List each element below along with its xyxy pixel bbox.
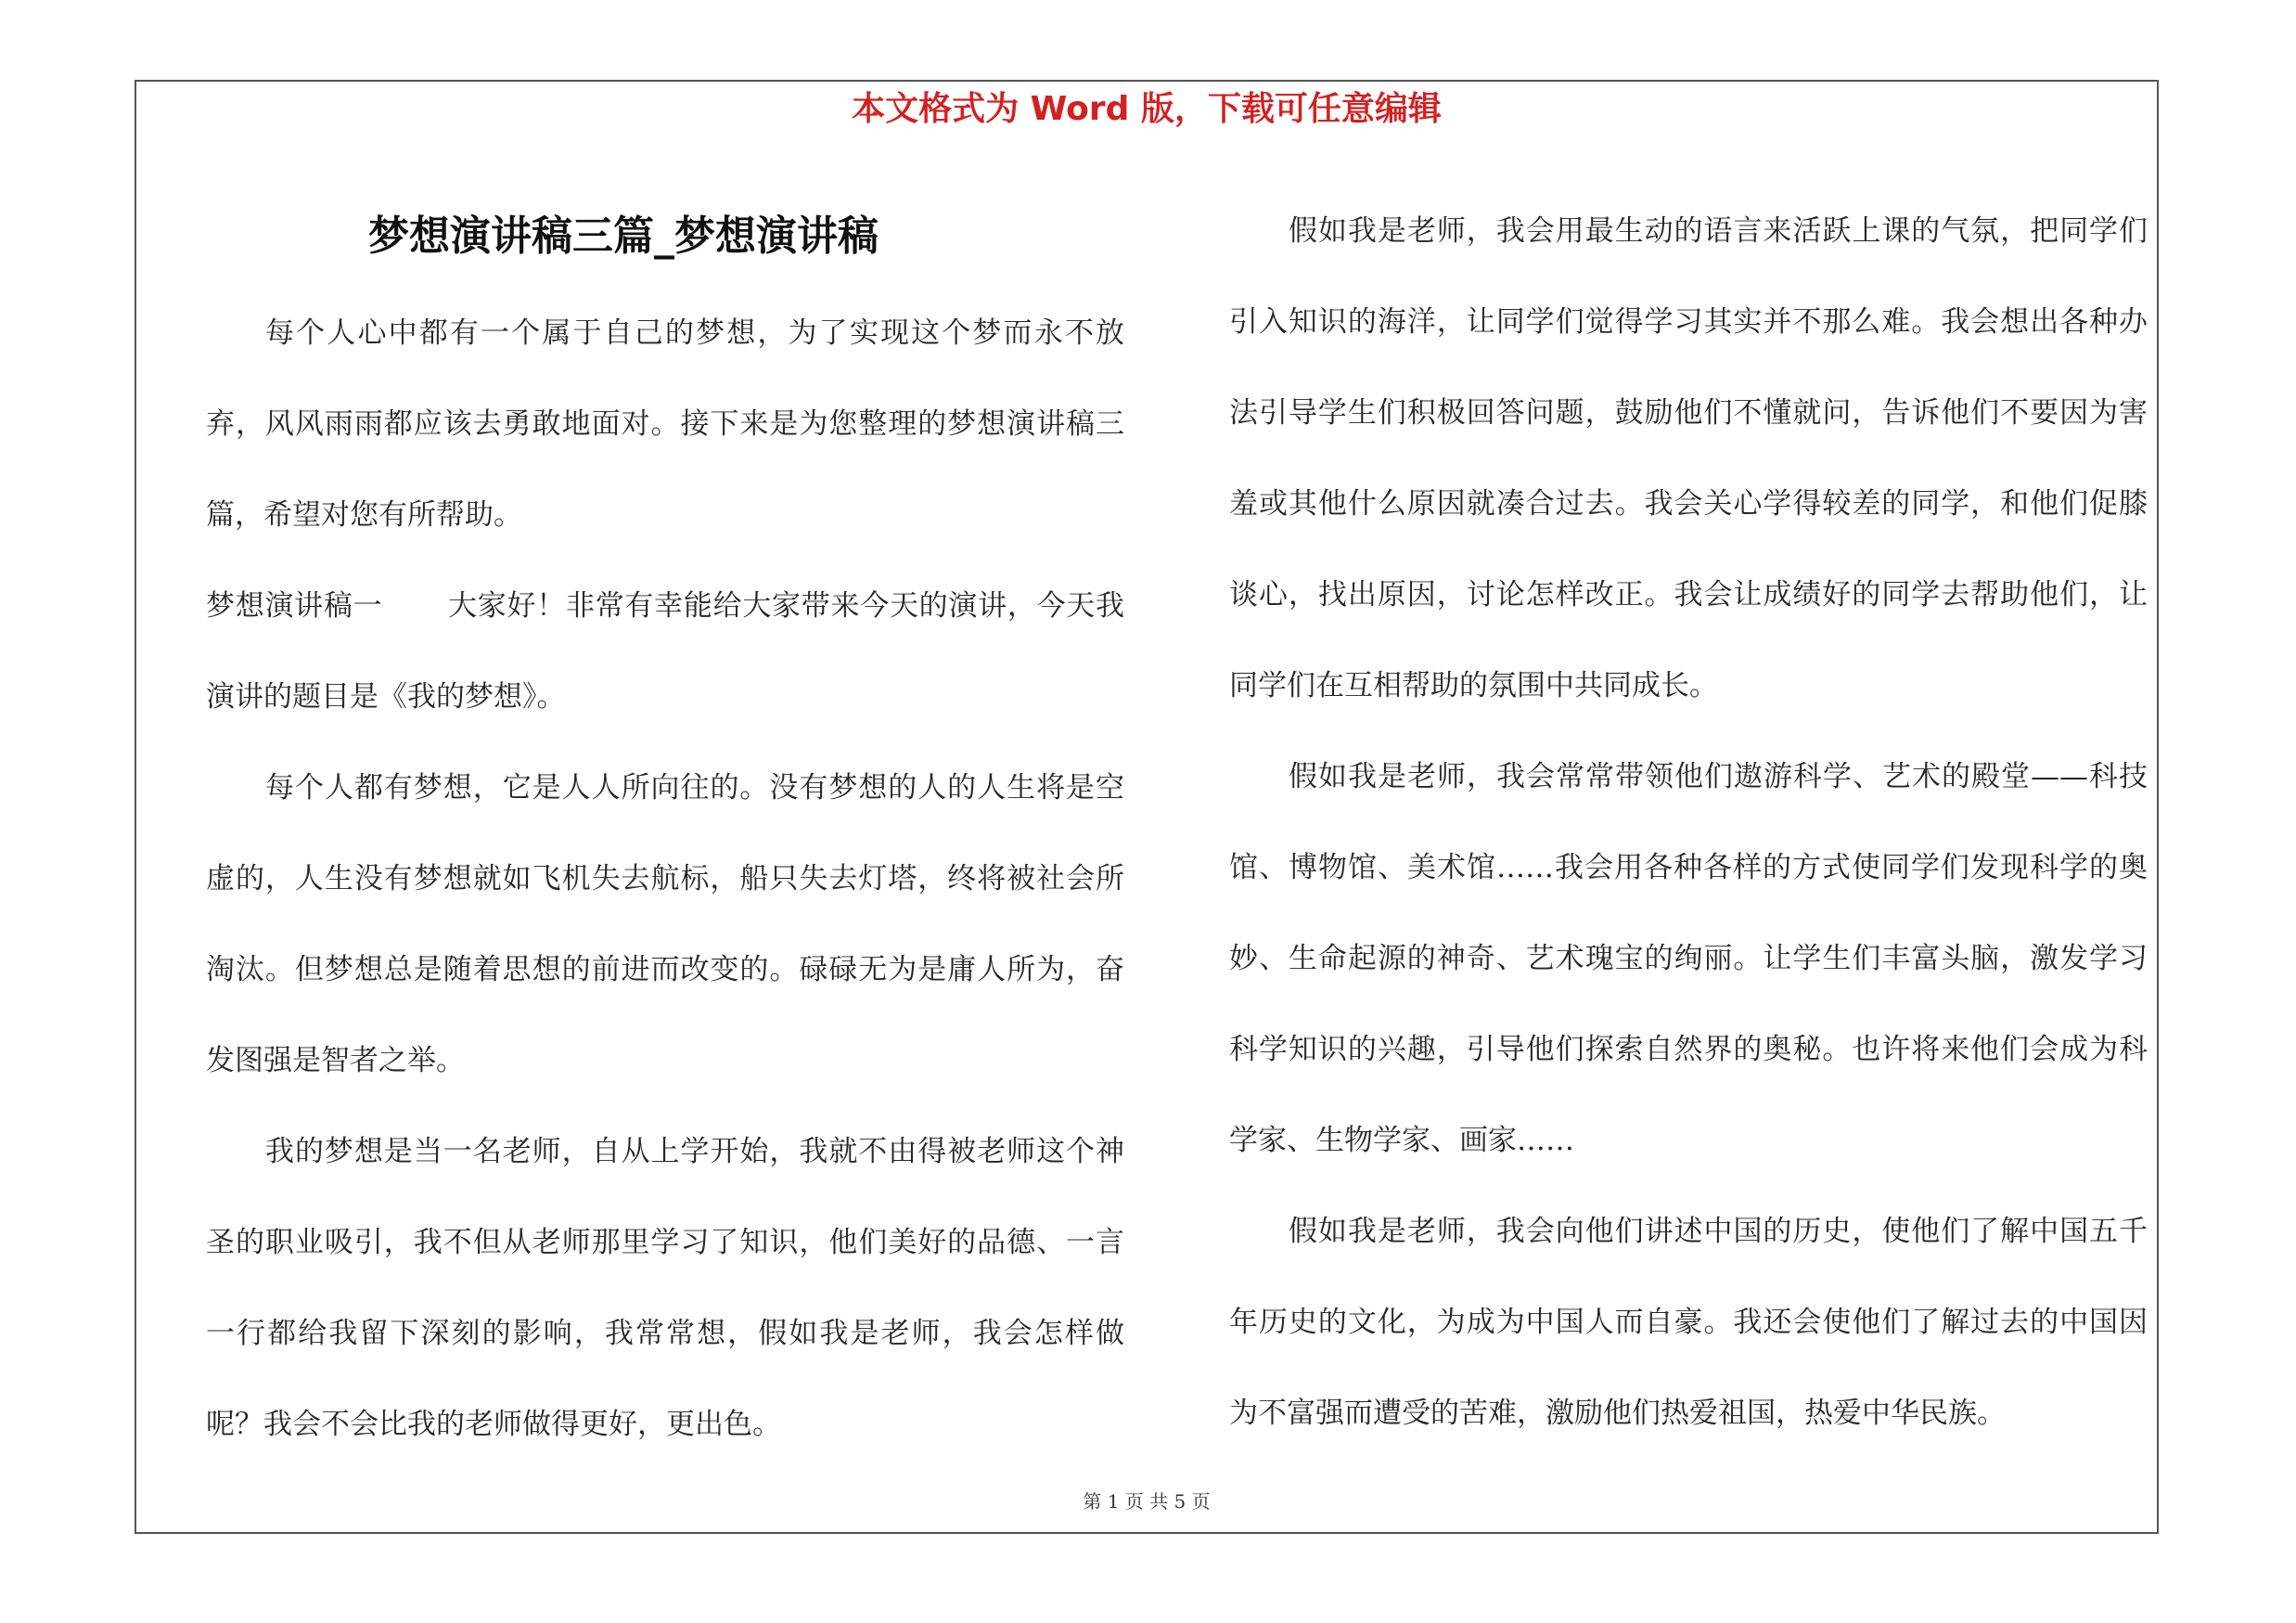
body-paragraph: 假如我是老师，我会向他们讲述中国的历史，使他们了解中国五千年历史的文化，为成为中国人而自豪。我还会使他们了解过去的中国因为不富强而遭受的苦难，激励他们热爱祖国，热爱中华民族。 <box>1229 1215 2148 1430</box>
document-title: 梦想演讲稿三篇_梦想演讲稿 <box>368 213 879 260</box>
intro-paragraph: 每个人心中都有一个属于自己的梦想，为了实现这个梦而永不放弃，风风雨雨都应该去勇敢地面对。接下来是为您整理的梦想演讲稿三篇，希望对您有所帮助。 <box>206 316 1124 532</box>
speech-one-paragraph <box>206 560 1124 742</box>
right-column <box>1229 186 2148 1459</box>
word-format-banner: 本文格式为 Word 版，下载可任意编辑 <box>852 90 1442 128</box>
left-column <box>206 186 1124 1470</box>
body-paragraph: 假如我是老师，我会用最生动的语言来活跃上课的气氛，把同学们引入知识的海洋，让同学们觉得学习其实并不那么难。我会想出各种办法引导学生们积极回答问题，鼓励他们不懂就问，告诉他们不要因为害羞或其他什么原因就凑合过去。我会关心学得较差的同学，和他们促膝谈心，找出原因，讨论怎样改正。我会让成绩好的同学去帮助他们，让同学们在互相帮助的氛围中共同成长。 <box>1229 214 2148 702</box>
body-paragraph: 我的梦想是当一名老师，自从上学开始，我就不由得被老师这个神圣的职业吸引，我不但从老师那里学习了知识，他们美好的品德、一言一行都给我留下深刻的影响，我常常想，假如我是老师，我会怎样做呢？我会不会比我的老师做得更好，更出色。 <box>206 1135 1124 1441</box>
speech-one-heading: 梦想演讲稿一 <box>206 589 383 623</box>
page-number-footer: 第 1 页 共 5 页 <box>1083 1490 1211 1513</box>
body-paragraph: 每个人都有梦想，它是人人所向往的。没有梦想的人的人生将是空虚的，人生没有梦想就如飞机失去航标，船只失去灯塔，终将被社会所淘汰。但梦想总是随着思想的前进而改变的。碌碌无为是庸人所为，奋发图强是智者之举。 <box>206 771 1124 1077</box>
body-paragraph: 假如我是老师，我会常常带领他们遨游科学、艺术的殿堂——科技馆、博物馆、美术馆……我会用各种各样的方式使同学们发现科学的奥妙、生命起源的神奇、艺术瑰宝的绚丽。让学生们丰富头脑，激发学习科学知识的兴趣，引导他们探索自然界的奥秘。也许将来他们会成为科学家、生物学家、画家…… <box>1229 760 2148 1157</box>
speech-one-opening: 大家好！非常有幸能给大家带来今天的演讲，今天我演讲的题目是《我的梦想》。 <box>206 589 1125 714</box>
